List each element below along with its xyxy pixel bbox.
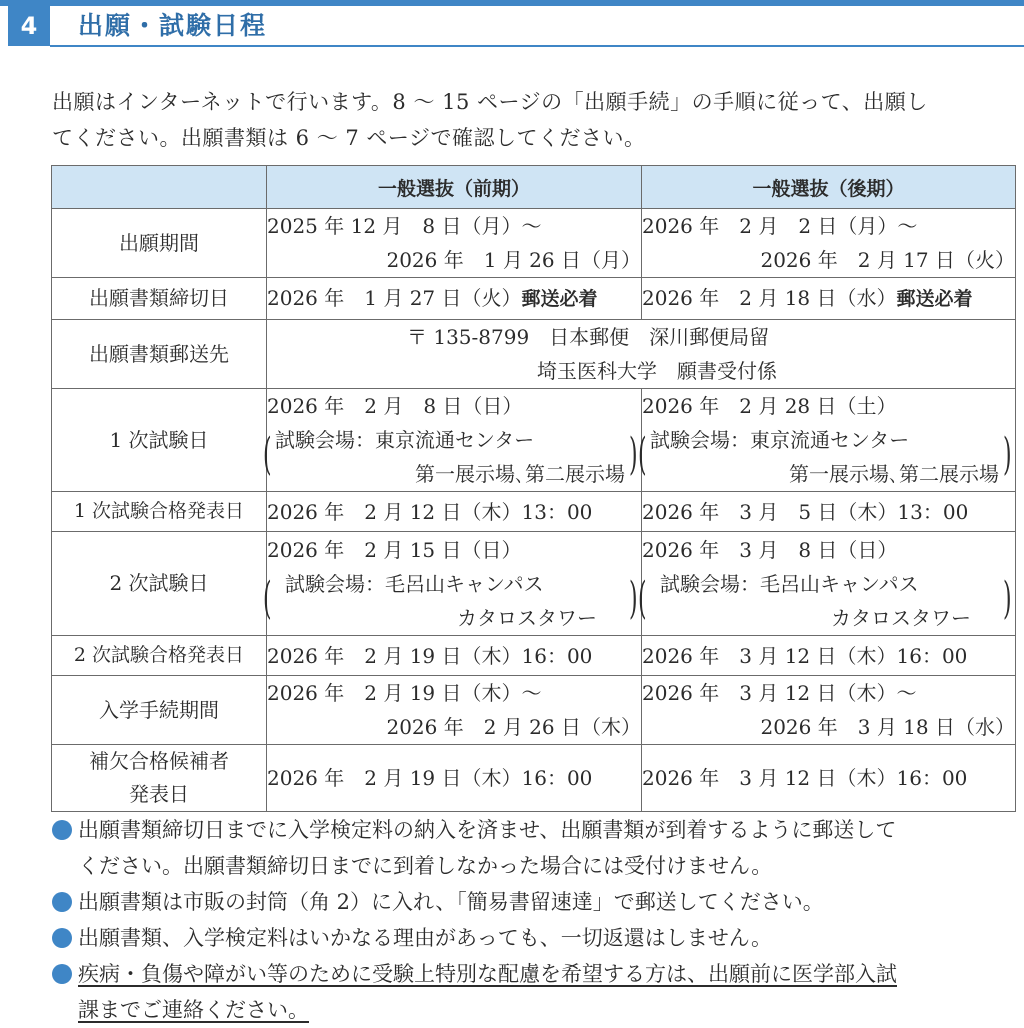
venue-building: カタロスタワー (457, 605, 597, 630)
table-header-row (52, 166, 1016, 209)
note-3: 出願書類、入学検定料はいかなる理由があっても、一切返還はしません。 (78, 926, 773, 950)
header-underline (50, 45, 1024, 47)
bullet-dot-icon (52, 928, 72, 948)
section-header (0, 0, 1024, 48)
note-2: 出願書類は市販の封筒（角 2）に入れ、「簡易書留速達」で郵送してください。 (78, 890, 824, 914)
list-item (52, 956, 1020, 1028)
deadline-first-date: 2026 年 1 月 27 日（火） (267, 286, 522, 310)
header-first-term: 一般選抜（前期） (267, 166, 642, 209)
waitlist-second: 2026 年 3 月 12 日（木）16：00 (642, 745, 1016, 812)
bullet-dot-icon (52, 964, 72, 984)
header-second-term: 一般選抜（後期） (642, 166, 1016, 209)
exam2-first-date: 2026 年 2 月 15 日（日） (267, 537, 522, 562)
row-label-period: 出願期間 (52, 209, 267, 278)
exam1-second (638, 389, 1016, 492)
table-row (52, 492, 1016, 532)
row-label-exam2: 2 次試験日 (52, 532, 267, 636)
right-paren-icon: ) (1003, 572, 1012, 624)
period-first-start: 2025 年 12 月 8 日（月）〜 (267, 214, 542, 238)
enroll-second (642, 676, 1016, 745)
venue-block (259, 423, 641, 491)
notes-list (52, 812, 1020, 1028)
note-1-line-2: ください。出願書類締切日までに到着しなかった場合には受付けません。 (78, 854, 773, 878)
exam1-first (263, 389, 642, 492)
enroll-first (267, 676, 642, 745)
result2-first: 2026 年 2 月 19 日（木）16：00 (267, 636, 642, 676)
bullet-dot-icon (52, 892, 72, 912)
table-row (52, 676, 1016, 745)
right-paren-icon: ) (629, 572, 638, 624)
deadline-second-date: 2026 年 2 月 18 日（水） (642, 286, 897, 310)
left-paren-icon: ( (638, 429, 647, 480)
row-label-exam1: 1 次試験日 (52, 389, 267, 492)
period-second-start: 2026 年 2 月 2 日（月）〜 (642, 214, 918, 238)
waitlist-first: 2026 年 2 月 19 日（木）16：00 (267, 745, 642, 812)
exam1-second-date: 2026 年 2 月 28 日（土） (642, 394, 897, 418)
period-first-end: 2026 年 1 月 26 日（月） (386, 248, 641, 272)
enroll-first-start: 2026 年 2 月 19 日（木）〜 (267, 681, 542, 705)
schedule-table (51, 165, 1016, 812)
venue-name: 試験会場：東京流通センター (275, 428, 535, 452)
mail-must-badge: 郵送必着 (896, 288, 973, 310)
table-row (52, 532, 1016, 636)
list-item (52, 884, 1020, 920)
intro-paragraph (52, 84, 1018, 156)
period-first (267, 209, 642, 278)
intro-line-2: てください。出願書類は 6 〜 7 ページで確認してください。 (52, 126, 646, 150)
mail-must-badge: 郵送必着 (521, 288, 598, 310)
header-top-rule (0, 0, 1024, 6)
table-row (52, 278, 1016, 320)
enroll-second-start: 2026 年 3 月 12 日（木）〜 (642, 681, 917, 705)
table-row (52, 745, 1016, 812)
venue-block (634, 423, 1015, 491)
venue-block (634, 567, 1015, 635)
venue-halls: 第一展示場､第二展示場 (415, 462, 625, 486)
deadline-second (642, 278, 1016, 320)
address-line-2: 埼玉医科大学 願書受付係 (537, 359, 777, 383)
row-label-deadline: 出願書類締切日 (52, 278, 267, 320)
note-1-line-1: 出願書類締切日までに入学検定料の納入を済ませ、出願書類が到着するように郵送して (78, 818, 897, 842)
left-paren-icon: ( (638, 572, 647, 624)
table-row (52, 209, 1016, 278)
venue-block (259, 567, 641, 635)
section-number: 4 (8, 6, 50, 46)
venue-halls: 第一展示場､第二展示場 (789, 462, 999, 486)
bullet-dot-icon (52, 820, 72, 840)
row-label-waitlist (52, 745, 267, 812)
exam2-first (263, 532, 642, 636)
deadline-first (267, 278, 642, 320)
table-row (52, 389, 1016, 492)
left-paren-icon: ( (263, 429, 272, 480)
result1-second: 2026 年 3 月 5 日（木）13：00 (642, 492, 1016, 532)
exam2-second-date: 2026 年 3 月 8 日（日） (642, 537, 898, 562)
waitlist-label-line-2: 発表日 (129, 782, 189, 806)
header-blank-cell (52, 166, 267, 209)
left-paren-icon: ( (263, 572, 272, 624)
row-label-result1: 1 次試験合格発表日 (52, 492, 267, 532)
row-label-address: 出願書類郵送先 (52, 320, 267, 389)
period-second-end: 2026 年 2 月 17 日（火） (760, 248, 1015, 272)
exam2-second (638, 532, 1016, 636)
list-item (52, 812, 1020, 884)
venue-name: 試験会場：毛呂山キャンパス (660, 571, 919, 596)
period-second (642, 209, 1016, 278)
result2-second: 2026 年 3 月 12 日（木）16：00 (642, 636, 1016, 676)
right-paren-icon: ) (629, 429, 638, 480)
table-row (52, 320, 1016, 389)
list-item (52, 920, 1020, 956)
note-4-line-2: 課までご連絡ください。 (78, 998, 309, 1022)
venue-name: 試験会場：毛呂山キャンパス (285, 571, 544, 596)
note-4-line-1: 疾病・負傷や障がい等のために受験上特別な配慮を希望する方は、出願前に医学部入試 (78, 962, 897, 986)
exam1-first-date: 2026 年 2 月 8 日（日） (267, 394, 523, 418)
row-label-enroll: 入学手続期間 (52, 676, 267, 745)
enroll-first-end: 2026 年 2 月 26 日（木） (386, 715, 641, 739)
row-label-result2: 2 次試験合格発表日 (52, 636, 267, 676)
result1-first: 2026 年 2 月 12 日（木）13：00 (267, 492, 642, 532)
address-line-1: 〒 135-8799 日本郵便 深川郵便局留 (407, 325, 770, 349)
intro-line-1: 出願はインターネットで行います。8 〜 15 ページの「出願手続」の手順に従って、出願し (52, 90, 928, 114)
mailing-address (267, 320, 1016, 389)
venue-name: 試験会場：東京流通センター (650, 428, 910, 452)
venue-building: カタロスタワー (831, 605, 971, 630)
right-paren-icon: ) (1003, 429, 1012, 480)
section-title: 出願・試験日程 (78, 11, 268, 40)
enroll-second-end: 2026 年 3 月 18 日（水） (760, 715, 1015, 739)
waitlist-label-line-1: 補欠合格候補者 (89, 749, 229, 773)
table-row (52, 636, 1016, 676)
